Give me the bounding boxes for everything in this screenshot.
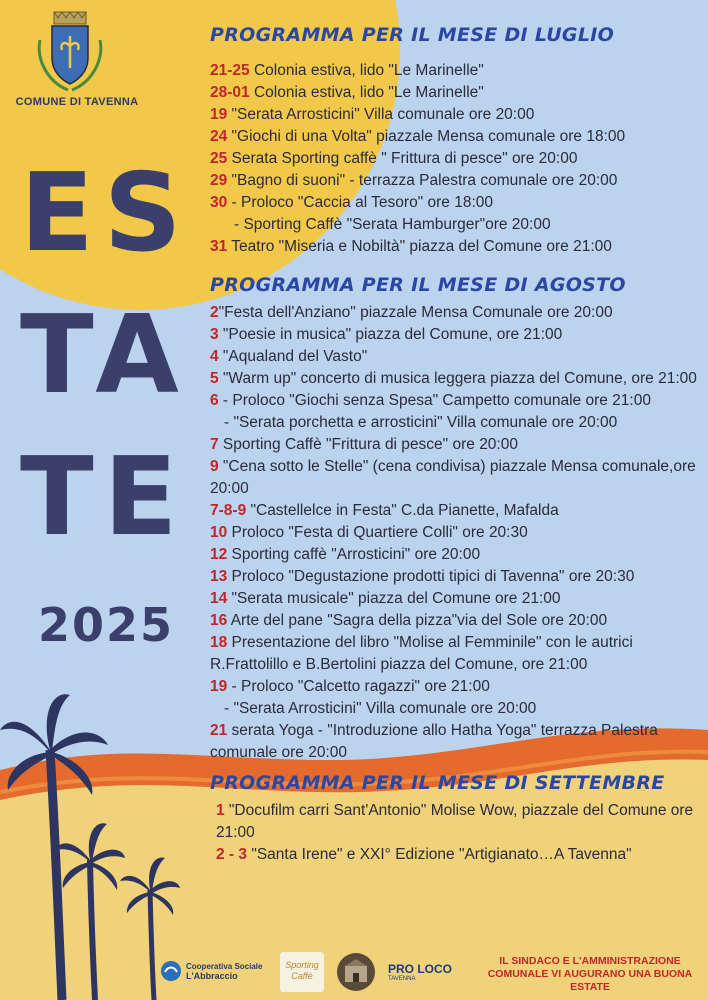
- event-item: - "Serata porchetta e arrosticini" Villa comunale ore 20:00: [224, 414, 618, 431]
- event-item: 7-8-9 "Castellelce in Festa" C.da Pianette, Mafalda: [210, 502, 559, 519]
- cooperative-name: Cooperativa Sociale L'Abbraccio: [186, 962, 263, 981]
- event-item: - Sporting Caffè "Serata Hamburger"ore 20:00: [234, 216, 551, 233]
- town-building-logo-icon: [336, 952, 376, 992]
- event-item: 10 Proloco "Festa di Quartiere Colli" ore 20:30: [210, 524, 528, 541]
- title-letters-ta: TA: [20, 293, 189, 418]
- event-item: - "Serata Arrosticini" Villa comunale ore 20:00: [224, 700, 537, 717]
- title-letters-te: TE: [20, 435, 188, 560]
- event-item: 25 Serata Sporting caffè " Frittura di pesce" ore 20:00: [210, 150, 578, 167]
- event-item: 19 "Serata Arrosticini" Villa comunale ore 20:00: [210, 106, 535, 123]
- event-item: 9 "Cena sotto le Stelle" (cena condivisa) piazzale Mensa comunale,ore 20:00: [210, 458, 696, 497]
- event-item: 19 - Proloco "Calcetto ragazzi" ore 21:00: [210, 678, 490, 695]
- palm-tree-medium-icon: [55, 820, 125, 1000]
- event-item: 1 "Docufilm carri Sant'Antonio" Molise Wow, piazzale del Comune ore 21:00: [216, 802, 694, 841]
- municipal-crest-icon: [30, 10, 110, 94]
- section-heading-september: PROGRAMMA PER IL MESE DI SETTEMBRE: [210, 772, 665, 794]
- event-item: 16 Arte del pane "Sagra della pizza"via del Sole ore 20:00: [210, 612, 608, 629]
- section-heading-august: PROGRAMMA PER IL MESE DI AGOSTO: [210, 274, 626, 296]
- program-content: [210, 24, 700, 866]
- event-item: 2 - 3 "Santa Irene" e XXI° Edizione "Artigianato…A Tavenna": [216, 846, 632, 863]
- event-item: 31 Teatro "Miseria e Nobiltà" piazza del Comune ore 21:00: [210, 238, 612, 255]
- event-item: 3 "Poesie in musica" piazza del Comune, ore 21:00: [210, 326, 563, 343]
- event-item: 7 Sporting Caffè "Frittura di pesce" ore 20:00: [210, 436, 518, 453]
- event-item: 24 "Giochi di una Volta" piazzale Mensa comunale ore 18:00: [210, 128, 626, 145]
- event-item: 13 Proloco "Degustazione prodotti tipici di Tavenna" ore 20:30: [210, 568, 635, 585]
- farewell-message: IL SINDACO E L'AMMINISTRAZIONE COMUNALE VI AUGURANO UNA BUONA ESTATE: [487, 955, 693, 993]
- event-item: 14 "Serata musicale" piazza del Comune ore 21:00: [210, 590, 561, 607]
- event-item: 4 "Aqualand del Vasto": [210, 348, 368, 365]
- event-item: 2"Festa dell'Anziano" piazzale Mensa Comunale ore 20:00: [210, 304, 613, 321]
- title-letters-es: ES: [20, 151, 192, 276]
- event-item: 18 Presentazione del libro "Molise al Femminile" con le autrici R.Frattolillo e B.Bertolini piazza del Comune, ore 21:00: [210, 634, 633, 673]
- poster-year: 2025: [38, 598, 175, 652]
- event-item: 21-25 Colonia estiva, lido "Le Marinelle": [210, 62, 484, 79]
- event-item: 5 "Warm up" concerto di musica leggera piazza del Comune, ore 21:00: [210, 370, 697, 387]
- event-item: 6 - Proloco "Giochi senza Spesa" Campetto comunale ore 21:00: [210, 392, 651, 409]
- event-item: 21 serata Yoga - "Introduzione allo Hatha Yoga" terrazza Palestra comunale ore 20:00: [210, 722, 658, 761]
- event-item: 28-01 Colonia estiva, lido "Le Marinelle": [210, 84, 484, 101]
- event-item: 12 Sporting caffè "Arrosticini" ore 20:00: [210, 546, 481, 563]
- cooperative-logo-icon: [160, 960, 182, 982]
- sporting-caffe-logo: Sporting Caffè: [280, 952, 324, 992]
- section-heading-july: PROGRAMMA PER IL MESE DI LUGLIO: [210, 24, 615, 46]
- event-item: 29 "Bagno di suoni" - terrazza Palestra comunale ore 20:00: [210, 172, 618, 189]
- event-item: 30 - Proloco "Caccia al Tesoro" ore 18:00: [210, 194, 493, 211]
- proloco-logo: PRO LOCO TAVENNA: [388, 962, 453, 982]
- municipality-name: COMUNE DI TAVENNA: [15, 96, 139, 108]
